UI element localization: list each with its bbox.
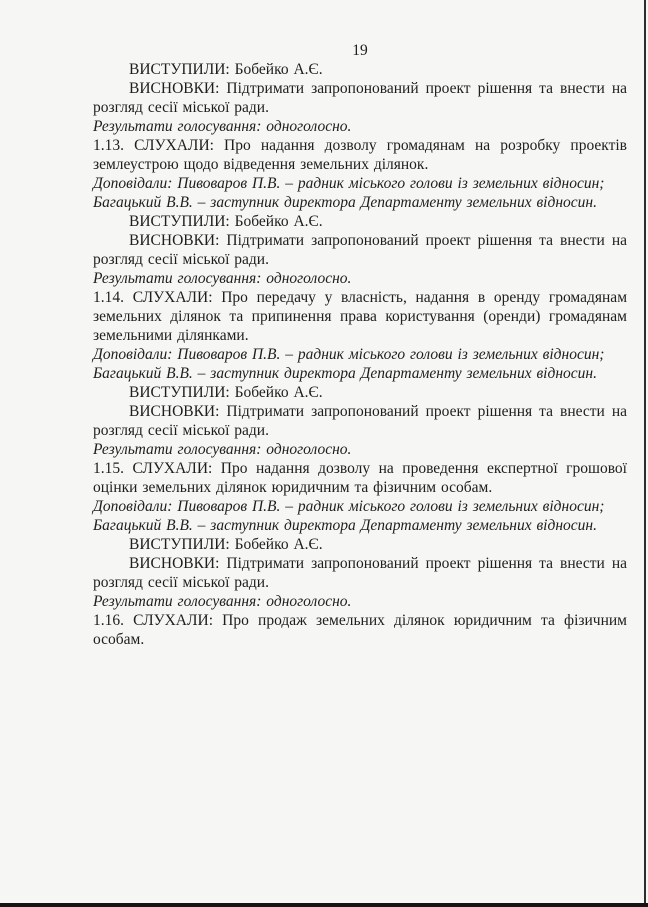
conclusions-paragraph: ВИСНОВКИ: Підтримати запропонований проект рішення та внести на розгляд сесії міської ради. (93, 80, 627, 116)
scan-edge-right (644, 0, 646, 907)
conclusions-paragraph: ВИСНОВКИ: Підтримати запропонований проект рішення та внести на розгляд сесії міської ради. (93, 403, 627, 439)
conclusions-paragraph: ВИСНОВКИ: Підтримати запропонований проект рішення та внести на розгляд сесії міської ради. (93, 555, 627, 591)
vote-result-line: Результати голосування: одноголосно. (93, 441, 352, 458)
vote-result-line: Результати голосування: одноголосно. (93, 118, 352, 135)
agenda-item-1-15-heading: 1.15. СЛУХАЛИ: Про надання дозволу на проведення експертної грошової оцінки земельних ділянок юридичним та фізичним особам. (93, 460, 627, 496)
speakers-paragraph: ВИСТУПИЛИ: Бобейко А.Є. (129, 61, 323, 78)
conclusions-paragraph: ВИСНОВКИ: Підтримати запропонований проект рішення та внести на розгляд сесії міської ради. (93, 232, 627, 268)
rapporteurs-line-2: Багацький В.В. – заступник директора Департаменту земельних відносин. (93, 517, 597, 534)
rapporteurs-line-1: Доповідали: Пивоваров П.В. – радник міського голови із земельних відносин; (93, 498, 605, 515)
page-text-column (93, 41, 627, 649)
rapporteurs-line-2: Багацький В.В. – заступник директора Департаменту земельних відносин. (93, 194, 597, 211)
vote-result-line: Результати голосування: одноголосно. (93, 593, 352, 610)
page-number: 19 (352, 42, 368, 59)
rapporteurs-line-1: Доповідали: Пивоваров П.В. – радник міського голови із земельних відносин; (93, 175, 605, 192)
vote-result-line: Результати голосування: одноголосно. (93, 270, 352, 287)
scan-edge-bottom (0, 903, 648, 907)
agenda-item-1-16-heading: 1.16. СЛУХАЛИ: Про продаж земельних ділянок юридичним та фізичним особам. (93, 612, 627, 648)
speakers-paragraph: ВИСТУПИЛИ: Бобейко А.Є. (129, 536, 323, 553)
rapporteurs-line-1: Доповідали: Пивоваров П.В. – радник міського голови із земельних відносин; (93, 346, 605, 363)
speakers-paragraph: ВИСТУПИЛИ: Бобейко А.Є. (129, 384, 323, 401)
rapporteurs-line-2: Багацький В.В. – заступник директора Департаменту земельних відносин. (93, 365, 597, 382)
agenda-item-1-14-heading: 1.14. СЛУХАЛИ: Про передачу у власність, надання в оренду громадянам земельних ділянок та припинення права користування (оренди) громадянам земельними ділянками. (93, 289, 627, 344)
agenda-item-1-13-heading: 1.13. СЛУХАЛИ: Про надання дозволу громадянам на розробку проектів землеустрою щодо відведення земельних ділянок. (93, 137, 627, 173)
speakers-paragraph: ВИСТУПИЛИ: Бобейко А.Є. (129, 213, 323, 230)
